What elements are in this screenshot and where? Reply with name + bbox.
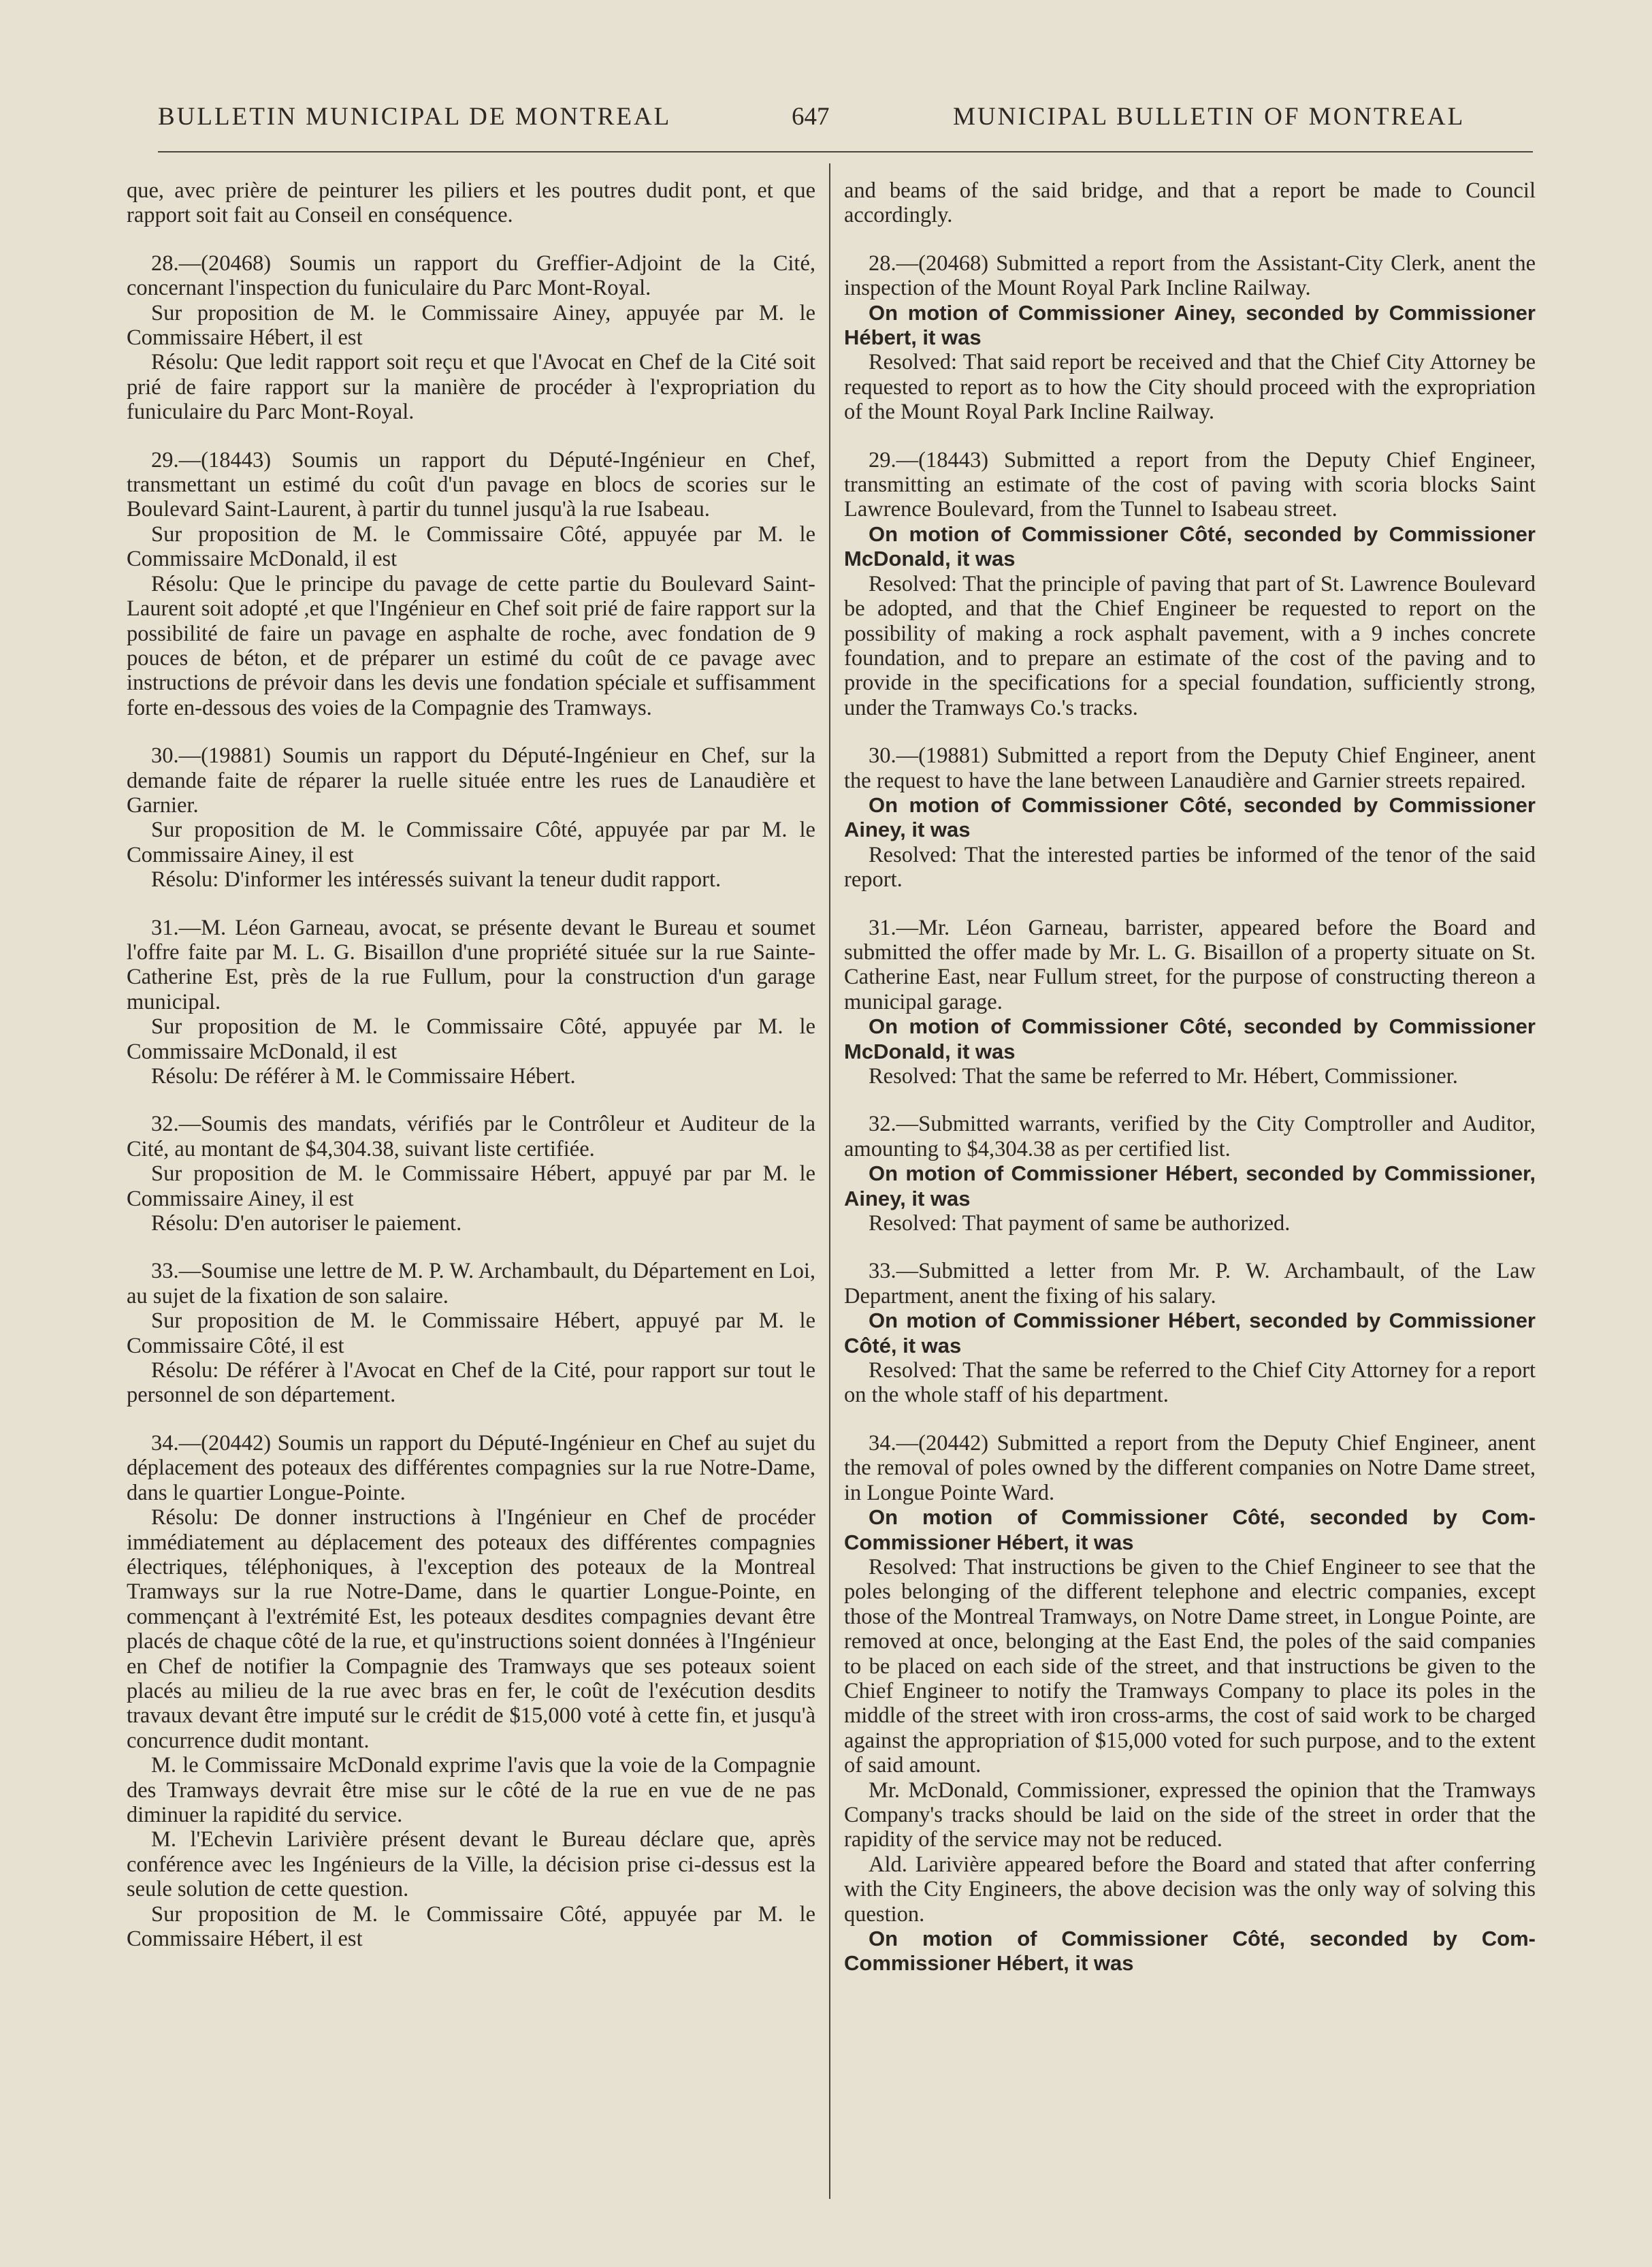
item-heading: 31.—Mr. Léon Garneau, barrister, appeared before the Board and submitted the offer made by Mr. L. G. Bisaillon of a property situate on St. Catherine East, near Fullum street, for the purpose of constructing thereon a municipal garage. xyxy=(844,915,1536,1014)
item-heading: 34.—(20442) Soumis un rapport du Député-Ingénieur en Chef au sujet du déplacement des poteaux des différentes compagnies sur la rue Notre-Dame, dans le quartier Longue-Pointe. xyxy=(127,1430,815,1505)
resolution: Résolu: D'informer les intéressés suivant la teneur dudit rapport. xyxy=(151,867,722,893)
motion-line: Sur proposition de M. le Commissaire Ainey, appuyée par M. le Commissaire Hébert, il est xyxy=(127,300,815,351)
motion-line: Sur proposition de M. le Commissaire Côté, appuyée par M. le Commissaire Hébert, il est xyxy=(127,1901,815,1951)
motion-line: On motion of Commissioner Hébert, seconded by Commissioner, Ainey, it was xyxy=(844,1161,1536,1210)
paragraph: M. le Commissaire McDonald exprime l'avis que la voie de la Compagnie des Tramways devrait être mise sur le côté de la rue en vue de ne pas diminuer la rapidité du service. xyxy=(127,1753,815,1827)
item-heading: 28.—(20468) Submitted a report from the Assistant-City Clerk, anent the inspection of the Mount Royal Park Incline Railway. xyxy=(844,251,1536,301)
motion-line: On motion of Commissioner Côté, seconded by Com-Commissioner Hébert, it was xyxy=(844,1505,1536,1554)
page-number: 647 xyxy=(792,103,830,131)
column-divider xyxy=(829,163,830,2199)
paragraph: and beams of the said bridge, and that a report be made to Council accordingly. xyxy=(844,178,1536,228)
resolution: Resolved: That the same be referred to the Chief City Attorney for a report on the whole staff of his department. xyxy=(844,1358,1536,1408)
resolution: Resolved: That said report be received and that the Chief City Attorney be requested to report as to how the City should proceed with the expropriation of the Mount Royal Park Incline Railway. xyxy=(844,350,1536,425)
motion-line: Sur proposition de M. le Commissaire Côté, appuyée par M. le Commissaire McDonald, il est xyxy=(127,1014,815,1064)
resolution: Résolu: De référer à l'Avocat en Chef de la Cité, pour rapport sur tout le personnel de son département. xyxy=(127,1358,815,1408)
resolution: Résolu: D'en autoriser le paiement. xyxy=(151,1211,462,1236)
motion-line: On motion of Commissioner Hébert, seconded by Commissioner Côté, it was xyxy=(844,1308,1536,1357)
resolution: Résolu: De référer à M. le Commissaire Hébert. xyxy=(151,1064,576,1089)
resolution: Resolved: That instructions be given to the Chief Engineer to see that the poles belonging of the different telephone and electric companies, except those of the Montreal Tramways, on Notre Dame street, in Longue Pointe, are removed at once, belonging at the East End, the poles of the said companies to be placed on each side of the street, and that instructions be given to the Chief Engineer to notify the Tramways Company to place its poles in the middle of the street with iron cross-arms, the cost of said work to be charged against the appropriation of $15,000 voted for such purpose, and to the extent of said amount. xyxy=(844,1554,1536,1778)
motion-line: On motion of Commissioner Côté, seconded by Com-Commissioner Hébert, it was xyxy=(844,1927,1536,1976)
resolution: Résolu: Que le principe du pavage de cette partie du Boulevard Saint-Laurent soit adopté ,et que l'Ingénieur en Chef soit prié de faire rapport sur la possibilité de faire un pavage en asphalte de roche, avec fondation de 9 pouces de béton, et de préparer un estimé du coût de ce pavage avec instructions de prévoir dans les devis une fondation spéciale et suffisamment forte en-dessous des voies de la Compagnie des Tramways. xyxy=(127,571,815,720)
motion-line: Sur proposition de M. le Commissaire Côté, appuyée par M. le Commissaire McDonald, il est xyxy=(127,521,815,572)
item-heading: 28.—(20468) Soumis un rapport du Greffier-Adjoint de la Cité, concernant l'inspection du funiculaire du Parc Mont-Royal. xyxy=(127,251,815,301)
item-heading: 32.—Submitted warrants, verified by the City Comptroller and Auditor, amounting to $4,304.38 as per certified list. xyxy=(844,1112,1536,1161)
item-heading: 33.—Submitted a letter from Mr. P. W. Archambault, of the Law Department, anent the fixing of his salary. xyxy=(844,1259,1536,1308)
item-heading: 34.—(20442) Submitted a report from the Deputy Chief Engineer, anent the removal of poles owned by the different companies on Notre Dame street, in Longue Pointe Ward. xyxy=(844,1430,1536,1505)
header-rule xyxy=(158,151,1533,152)
paragraph: Mr. McDonald, Commissioner, expressed the opinion that the Tramways Company's tracks should be laid on the side of the street in order that the rapidity of the service may not be reduced. xyxy=(844,1778,1536,1852)
paragraph: M. l'Echevin Larivière présent devant le Bureau déclare que, après conférence avec les Ingénieurs de la Ville, la décision prise ci-dessus est la seule solution de cette question. xyxy=(127,1827,815,1902)
item-heading: 31.—M. Léon Garneau, avocat, se présente devant le Bureau et soumet l'offre faite par M. L. G. Bisaillon d'une propriété située sur la rue Sainte-Catherine Est, près de la rue Fullum, pour la construction d'un garage municipal. xyxy=(127,915,815,1014)
resolution: Resolved: That the principle of paving that part of St. Lawrence Boulevard be adopted, and that the Chief Engineer be requested to report on the possibility of making a rock asphalt pavement, with a 9 inches concrete foundation, and to prepare an estimate of the cost of the paving and to provide in the specifications for a special foundation, sufficiently strong, under the Tramways Co.'s tracks. xyxy=(844,571,1536,720)
motion-line: On motion of Commissioner Côté, seconded by Commissioner McDonald, it was xyxy=(844,1014,1536,1063)
header-title-english: MUNICIPAL BULLETIN OF MONTREAL xyxy=(953,103,1465,131)
item-heading: 33.—Soumise une lettre de M. P. W. Archambault, du Département en Loi, au sujet de la fixation de son salaire. xyxy=(127,1259,815,1308)
paragraph: Ald. Larivière appeared before the Board and stated that after conferring with the City Engineers, the above decision was the only way of solving this question. xyxy=(844,1852,1536,1927)
item-heading: 29.—(18443) Submitted a report from the Deputy Chief Engineer, transmitting an estimate of the cost of paving with scoria blocks Saint Lawrence Boulevard, from the Tunnel to Isabeau street. xyxy=(844,447,1536,522)
french-column xyxy=(127,178,815,2207)
header-title-french: BULLETIN MUNICIPAL DE MONTREAL xyxy=(158,103,672,131)
motion-line: Sur proposition de M. le Commissaire Hébert, appuyé par M. le Commissaire Côté, il est xyxy=(127,1308,815,1358)
resolution: Résolu: De donner instructions à l'Ingénieur en Chef de procéder immédiatement au déplacement des poteaux des différentes compagnies électriques, téléphoniques, à l'exception des poteaux de la Montreal Tramways sur la rue Notre-Dame, dans le quartier Longue-Pointe, en commençant à l'extrémité Est, les poteaux desdites compagnies devant être placés de chaque côté de la rue, et qu'instructions soient données à l'Ingénieur en Chef de notifier la Compagnie des Tramways que ses poteaux soient placés au milieu de la rue avec bras en fer, le coût de l'exécution desdits travaux devant être imputé sur le crédit de $15,000 voté à cette fin, et jusqu'à concurrence dudit montant. xyxy=(127,1505,815,1753)
item-heading: 32.—Soumis des mandats, vérifiés par le Contrôleur et Auditeur de la Cité, au montant de $4,304.38, suivant liste certifiée. xyxy=(127,1112,815,1161)
motion-line: On motion of Commissioner Côté, seconded by Commissioner McDonald, it was xyxy=(844,521,1536,571)
motion-line: On motion of Commissioner Ainey, seconded by Commissioner Hébert, it was xyxy=(844,300,1536,350)
item-heading: 30.—(19881) Submitted a report from the Deputy Chief Engineer, anent the request to have the lane between Lanaudière and Garnier streets repaired. xyxy=(844,743,1536,793)
item-heading: 30.—(19881) Soumis un rapport du Député-Ingénieur en Chef, sur la demande faite de réparer la ruelle située entre les rues de Lanaudière et Garnier. xyxy=(127,743,815,818)
motion-line: On motion of Commissioner Côté, seconded by Commissioner Ainey, it was xyxy=(844,792,1536,842)
resolution: Resolved: That payment of same be authorized. xyxy=(869,1211,1291,1236)
english-column xyxy=(844,178,1536,2207)
motion-line: Sur proposition de M. le Commissaire Côté, appuyée par par M. le Commissaire Ainey, il est xyxy=(127,818,815,867)
item-heading: 29.—(18443) Soumis un rapport du Député-Ingénieur en Chef, transmettant un estimé du coût d'un pavage en blocs de scories sur le Boulevard Saint-Laurent, à partir du tunnel jusqu'à la rue Isabeau. xyxy=(127,447,815,522)
resolution: Resolved: That the same be referred to Mr. Hébert, Commissioner. xyxy=(869,1064,1458,1089)
resolution: Résolu: Que ledit rapport soit reçu et que l'Avocat en Chef de la Cité soit prié de faire rapport sur la manière de procéder à l'expropriation du funiculaire du Parc Mont-Royal. xyxy=(127,350,815,425)
motion-line: Sur proposition de M. le Commissaire Hébert, appuyé par par M. le Commissaire Ainey, il est xyxy=(127,1161,815,1211)
resolution: Resolved: That the interested parties be informed of the tenor of the said report. xyxy=(844,842,1536,893)
paragraph: que, avec prière de peinturer les piliers et les poutres dudit pont, et que rapport soit fait au Conseil en conséquence. xyxy=(127,178,815,228)
